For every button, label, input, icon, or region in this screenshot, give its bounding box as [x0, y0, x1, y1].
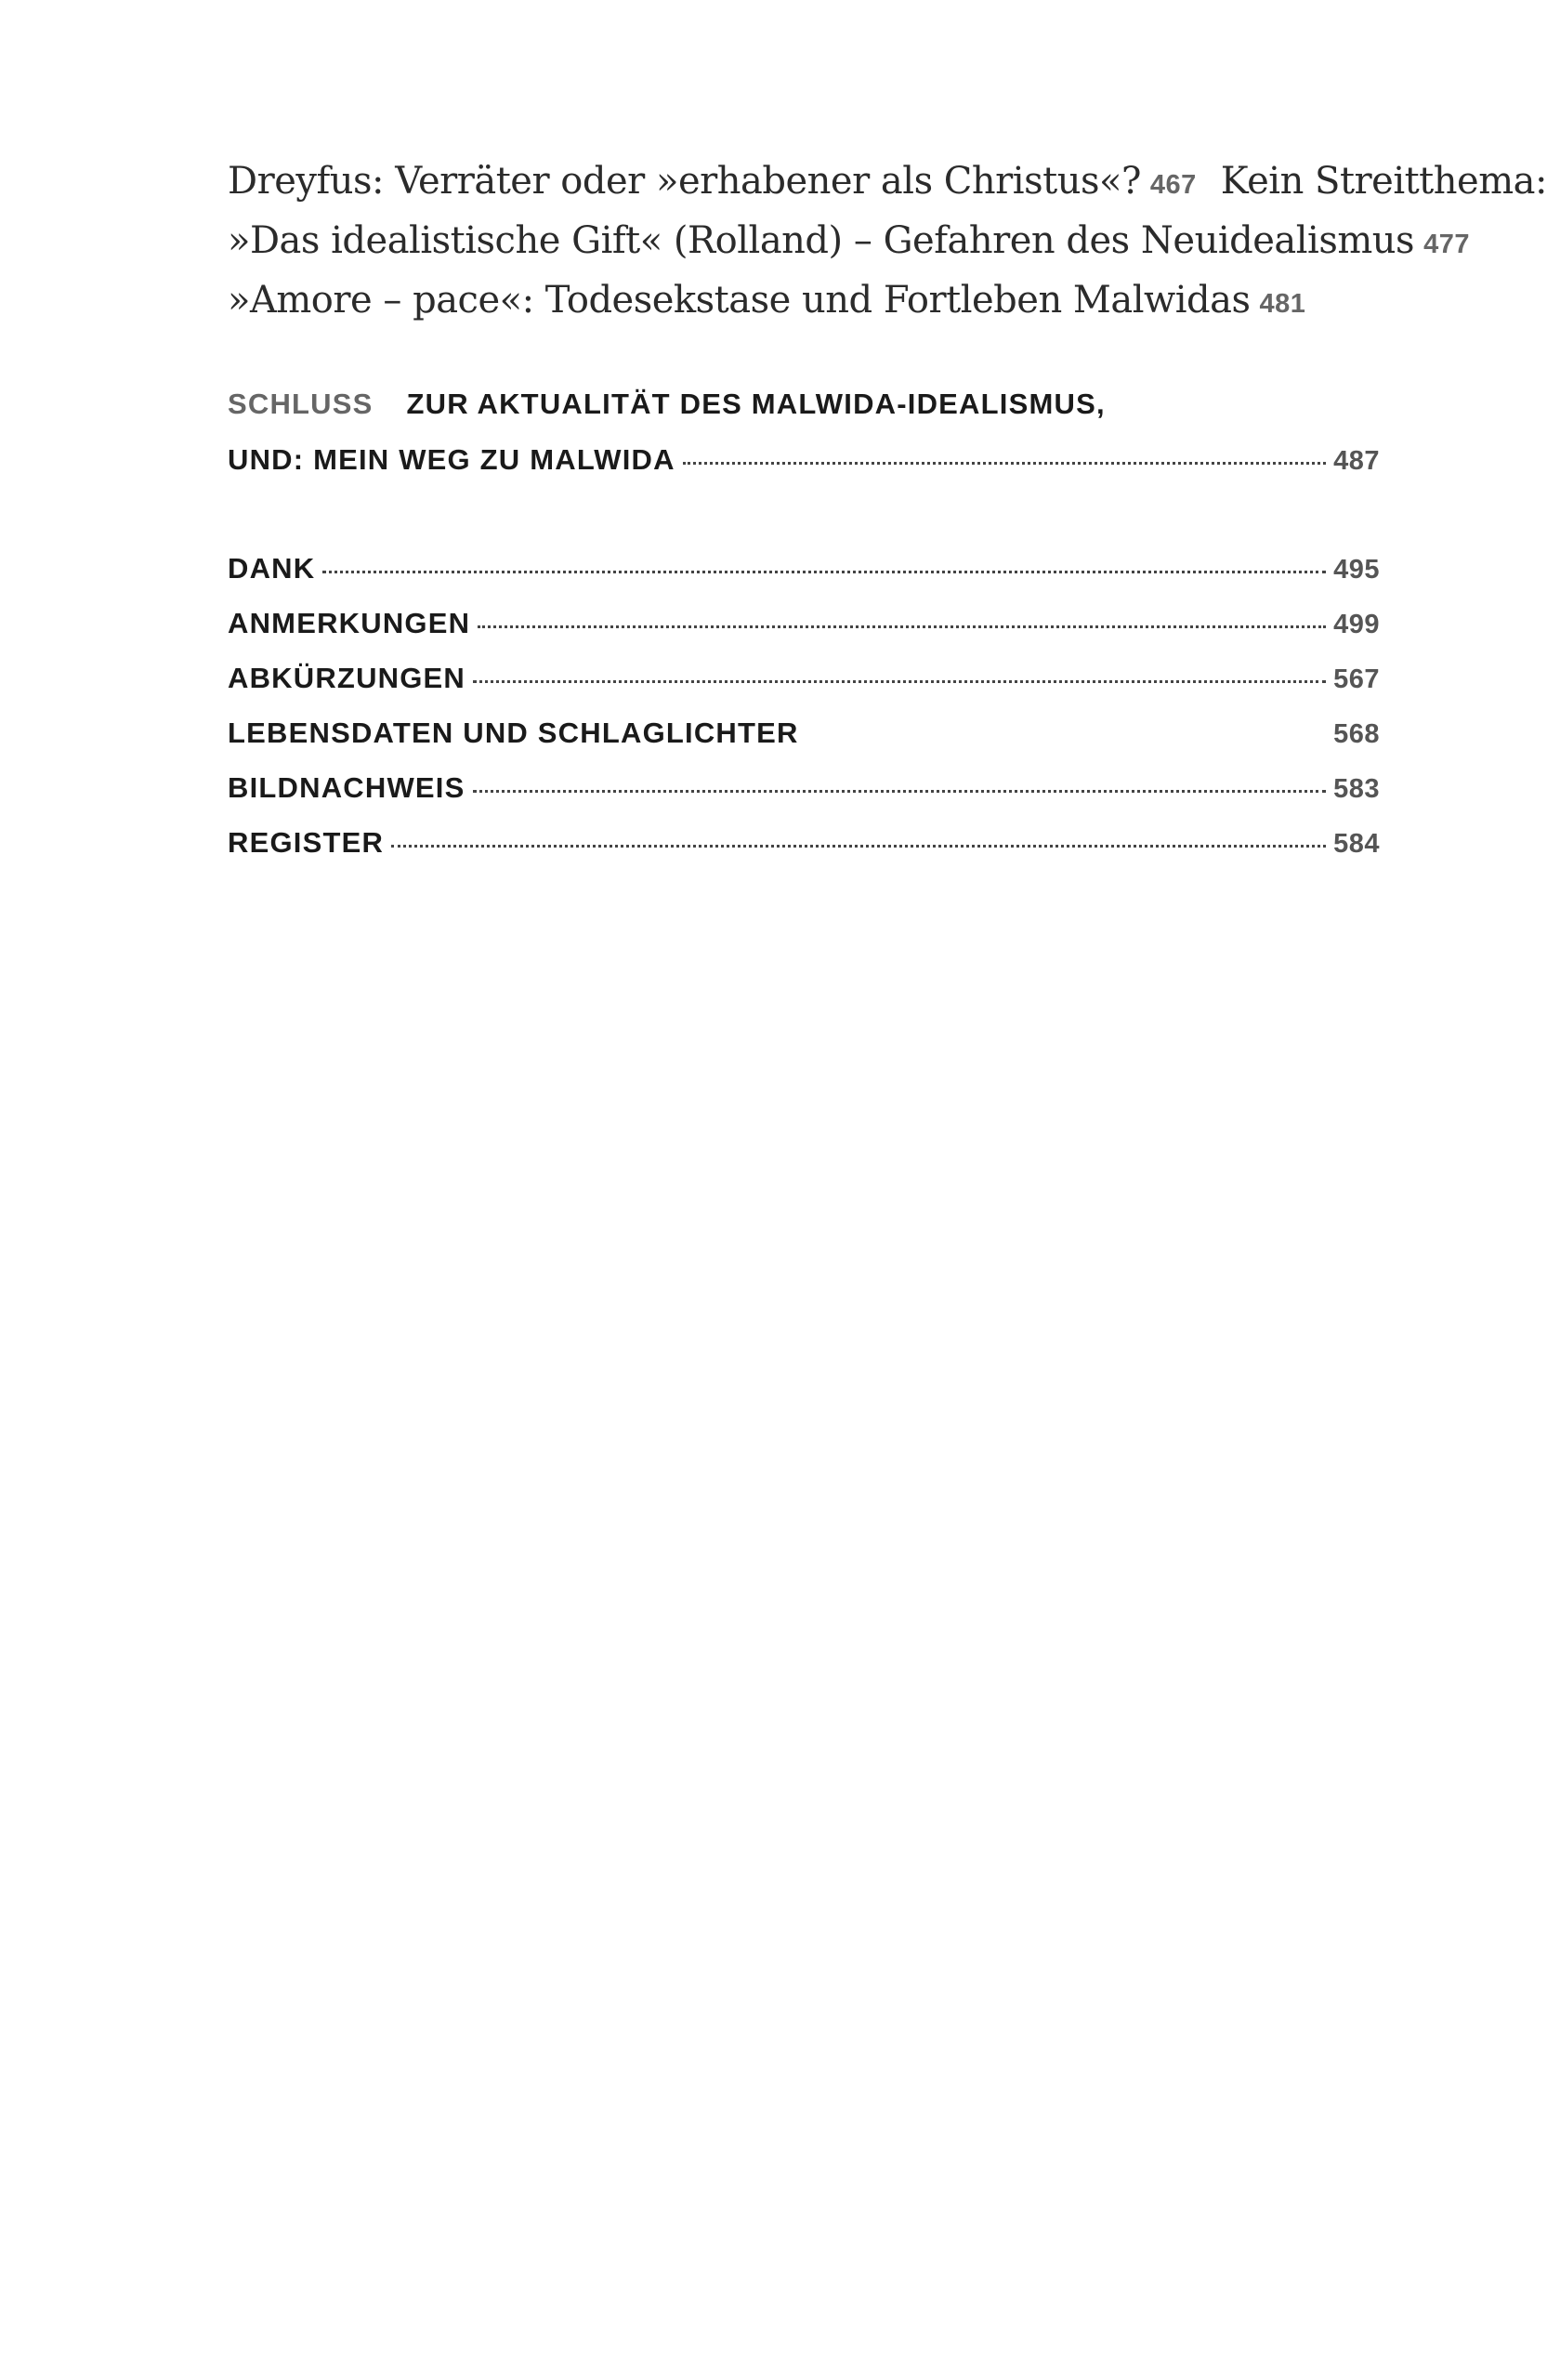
toc-entry [228, 552, 1380, 607]
page-number: 477 [1423, 230, 1470, 259]
page-number: 487 [1333, 446, 1380, 476]
dot-leader [683, 462, 1326, 465]
toc-entry [228, 607, 1380, 662]
section-title: ZUR AKTUALITÄT DES MALWIDA-IDEALISMUS, [406, 388, 1106, 420]
subsection-title: Dreyfus: Verräter oder »erhabener als Christus«? [228, 160, 1141, 203]
section-title: UND: MEIN WEG ZU MALWIDA [228, 443, 675, 476]
schluss-heading-line-2 [228, 443, 1380, 498]
page-number: 567 [1333, 664, 1380, 694]
toc-entry-title: ABKÜRZUNGEN [228, 662, 466, 694]
page-number: 584 [1333, 829, 1380, 859]
page-number: 583 [1333, 774, 1380, 804]
toc-entry-title: DANK [228, 552, 316, 585]
toc-entry [228, 771, 1380, 826]
schluss-heading-line-1 [228, 388, 1380, 443]
table-of-contents-page [228, 153, 1547, 881]
page-number: 495 [1333, 555, 1380, 585]
dot-leader [391, 845, 1326, 848]
subsection-line [228, 153, 1547, 213]
subsection-title: »Amore – pace«: Todesekstase und Fortleben Malwidas [228, 279, 1251, 322]
dot-leader [473, 790, 1327, 793]
toc-entry [228, 717, 1380, 771]
page-number: 481 [1259, 289, 1306, 319]
schluss-section [228, 388, 1380, 498]
page-number: 568 [1333, 719, 1380, 749]
page-number: 467 [1149, 170, 1197, 200]
section-label: SCHLUSS [228, 388, 374, 420]
subsection-title: »Das idealistische Gift« (Rolland) – Gefahren des Neuidealismus [228, 219, 1415, 262]
dot-leader [473, 680, 1326, 683]
subsection-title: Kein Streitthema: [1220, 160, 1547, 203]
dot-leader [478, 625, 1326, 628]
subsection-line [228, 272, 1380, 332]
toc-entry [228, 662, 1380, 717]
toc-entry-title: LEBENSDATEN UND SCHLAGLICHTER [228, 717, 799, 749]
toc-entry-title: BILDNACHWEIS [228, 771, 465, 804]
toc-entry-title: ANMERKUNGEN [228, 607, 471, 639]
page-number: 499 [1333, 610, 1380, 639]
end-matter-list [228, 552, 1380, 881]
chapter-subsections [228, 153, 1547, 332]
subsection-line [228, 213, 1470, 272]
toc-entry [228, 826, 1380, 881]
toc-entry-title: REGISTER [228, 826, 385, 859]
dot-leader [322, 571, 1326, 573]
